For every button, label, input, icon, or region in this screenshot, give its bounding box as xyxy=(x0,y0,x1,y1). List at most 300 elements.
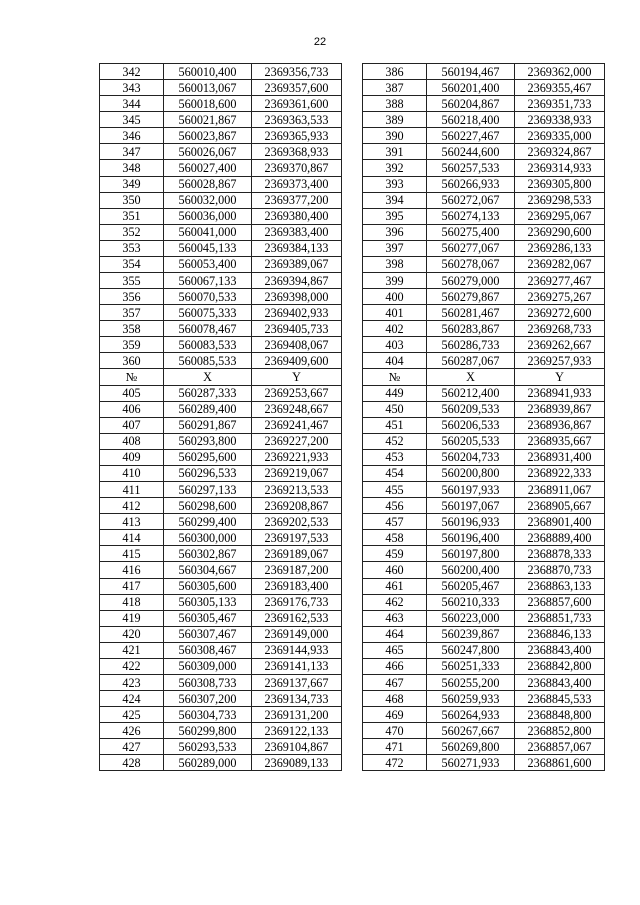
table-row xyxy=(100,546,342,562)
x-coordinate-cell: 560300,000 xyxy=(164,530,252,546)
table-row xyxy=(363,240,605,256)
x-coordinate-cell: 560267,667 xyxy=(427,723,515,739)
point-number-cell: 463 xyxy=(363,610,427,626)
y-coordinate-cell: 2369208,867 xyxy=(252,498,342,514)
table-row xyxy=(363,112,605,128)
y-coordinate-cell: 2368851,733 xyxy=(515,610,605,626)
x-coordinate-cell: 560244,600 xyxy=(427,144,515,160)
table-row xyxy=(363,256,605,272)
y-coordinate-cell: 2369176,733 xyxy=(252,594,342,610)
y-coordinate-cell: 2369141,133 xyxy=(252,658,342,674)
point-number-cell: 355 xyxy=(100,273,164,289)
point-number-cell: 356 xyxy=(100,289,164,305)
x-coordinate-cell: 560305,133 xyxy=(164,594,252,610)
point-number-cell: 427 xyxy=(100,739,164,755)
x-coordinate-cell: 560297,133 xyxy=(164,482,252,498)
point-number-cell: 461 xyxy=(363,578,427,594)
x-coordinate-cell: 560067,133 xyxy=(164,273,252,289)
x-coordinate-cell: 560075,333 xyxy=(164,305,252,321)
x-coordinate-cell: 560274,133 xyxy=(427,208,515,224)
table-row xyxy=(100,289,342,305)
x-coordinate-cell: 560296,533 xyxy=(164,465,252,481)
point-number-cell: 428 xyxy=(100,755,164,771)
table-row xyxy=(100,642,342,658)
x-coordinate-cell: 560204,867 xyxy=(427,96,515,112)
x-coordinate-cell: 560027,400 xyxy=(164,160,252,176)
point-number-cell: 449 xyxy=(363,385,427,401)
y-coordinate-cell: 2369298,533 xyxy=(515,192,605,208)
y-coordinate-cell: 2369122,133 xyxy=(252,723,342,739)
x-coordinate-cell: 560291,867 xyxy=(164,417,252,433)
y-coordinate-cell: 2369380,400 xyxy=(252,208,342,224)
table-row xyxy=(363,192,605,208)
x-coordinate-cell: 560018,600 xyxy=(164,96,252,112)
table-row xyxy=(100,192,342,208)
x-coordinate-cell: 560209,533 xyxy=(427,401,515,417)
table-row xyxy=(363,674,605,690)
y-coordinate-cell: 2369268,733 xyxy=(515,321,605,337)
column-header-row xyxy=(100,369,342,385)
y-coordinate-cell: 2369384,133 xyxy=(252,240,342,256)
x-coordinate-cell: 560289,000 xyxy=(164,755,252,771)
x-coordinate-cell: 560269,800 xyxy=(427,739,515,755)
y-coordinate-cell: 2368941,933 xyxy=(515,385,605,401)
x-coordinate-cell: 560283,867 xyxy=(427,321,515,337)
point-number-cell: 456 xyxy=(363,498,427,514)
x-coordinate-cell: 560295,600 xyxy=(164,449,252,465)
x-coordinate-cell: 560287,067 xyxy=(427,353,515,369)
table-row xyxy=(100,610,342,626)
x-coordinate-cell: 560302,867 xyxy=(164,546,252,562)
x-coordinate-cell: 560032,000 xyxy=(164,192,252,208)
point-number-cell: 460 xyxy=(363,562,427,578)
table-row xyxy=(100,305,342,321)
y-coordinate-cell: 2369356,733 xyxy=(252,64,342,80)
y-coordinate-cell: 2368843,400 xyxy=(515,642,605,658)
x-coordinate-cell: 560287,333 xyxy=(164,385,252,401)
y-coordinate-cell: 2369295,067 xyxy=(515,208,605,224)
x-coordinate-cell: 560304,667 xyxy=(164,562,252,578)
table-row xyxy=(100,401,342,417)
column-header-row xyxy=(363,369,605,385)
point-number-cell: 466 xyxy=(363,658,427,674)
header-x-cell: X xyxy=(164,369,252,385)
point-number-cell: 414 xyxy=(100,530,164,546)
point-number-cell: 452 xyxy=(363,433,427,449)
y-coordinate-cell: 2369104,867 xyxy=(252,739,342,755)
point-number-cell: 464 xyxy=(363,626,427,642)
table-row xyxy=(363,385,605,401)
point-number-cell: 470 xyxy=(363,723,427,739)
table-row xyxy=(363,707,605,723)
table-row xyxy=(100,658,342,674)
x-coordinate-cell: 560257,533 xyxy=(427,160,515,176)
x-coordinate-cell: 560223,000 xyxy=(427,610,515,626)
y-coordinate-cell: 2369362,000 xyxy=(515,64,605,80)
x-coordinate-cell: 560305,467 xyxy=(164,610,252,626)
table-row xyxy=(100,337,342,353)
point-number-cell: 450 xyxy=(363,401,427,417)
point-number-cell: 357 xyxy=(100,305,164,321)
point-number-cell: 399 xyxy=(363,273,427,289)
table-row xyxy=(363,691,605,707)
table-row xyxy=(363,498,605,514)
y-coordinate-cell: 2369219,067 xyxy=(252,465,342,481)
y-coordinate-cell: 2368857,067 xyxy=(515,739,605,755)
point-number-cell: 467 xyxy=(363,674,427,690)
x-coordinate-cell: 560021,867 xyxy=(164,112,252,128)
header-x-cell: X xyxy=(427,369,515,385)
table-row xyxy=(363,96,605,112)
table-row xyxy=(363,401,605,417)
y-coordinate-cell: 2368936,867 xyxy=(515,417,605,433)
table-row xyxy=(363,755,605,771)
point-number-cell: 387 xyxy=(363,80,427,96)
point-number-cell: 402 xyxy=(363,321,427,337)
x-coordinate-cell: 560204,733 xyxy=(427,449,515,465)
y-coordinate-cell: 2369314,933 xyxy=(515,160,605,176)
y-coordinate-cell: 2369408,067 xyxy=(252,337,342,353)
y-coordinate-cell: 2368842,800 xyxy=(515,658,605,674)
table-row xyxy=(363,578,605,594)
x-coordinate-cell: 560299,400 xyxy=(164,514,252,530)
x-coordinate-cell: 560259,933 xyxy=(427,691,515,707)
table-row xyxy=(363,321,605,337)
point-number-cell: 412 xyxy=(100,498,164,514)
table-row xyxy=(100,562,342,578)
y-coordinate-cell: 2369144,933 xyxy=(252,642,342,658)
point-number-cell: 400 xyxy=(363,289,427,305)
point-number-cell: 396 xyxy=(363,224,427,240)
x-coordinate-cell: 560028,867 xyxy=(164,176,252,192)
point-number-cell: 425 xyxy=(100,707,164,723)
y-coordinate-cell: 2369351,733 xyxy=(515,96,605,112)
y-coordinate-cell: 2369355,467 xyxy=(515,80,605,96)
x-coordinate-cell: 560281,467 xyxy=(427,305,515,321)
x-coordinate-cell: 560196,933 xyxy=(427,514,515,530)
y-coordinate-cell: 2369134,733 xyxy=(252,691,342,707)
y-coordinate-cell: 2369248,667 xyxy=(252,401,342,417)
y-coordinate-cell: 2369131,200 xyxy=(252,707,342,723)
table-row xyxy=(363,594,605,610)
table-row xyxy=(100,96,342,112)
table-row xyxy=(100,144,342,160)
y-coordinate-cell: 2368911,067 xyxy=(515,482,605,498)
x-coordinate-cell: 560085,533 xyxy=(164,353,252,369)
point-number-cell: 358 xyxy=(100,321,164,337)
point-number-cell: 422 xyxy=(100,658,164,674)
table-row xyxy=(363,337,605,353)
table-row xyxy=(363,417,605,433)
y-coordinate-cell: 2369373,400 xyxy=(252,176,342,192)
y-coordinate-cell: 2369202,533 xyxy=(252,514,342,530)
table-row xyxy=(363,144,605,160)
y-coordinate-cell: 2369253,667 xyxy=(252,385,342,401)
point-number-cell: 398 xyxy=(363,256,427,272)
x-coordinate-cell: 560053,400 xyxy=(164,256,252,272)
table-row xyxy=(363,482,605,498)
x-coordinate-cell: 560307,200 xyxy=(164,691,252,707)
x-coordinate-cell: 560275,400 xyxy=(427,224,515,240)
x-coordinate-cell: 560264,933 xyxy=(427,707,515,723)
x-coordinate-cell: 560309,000 xyxy=(164,658,252,674)
point-number-cell: 415 xyxy=(100,546,164,562)
table-row xyxy=(100,498,342,514)
y-coordinate-cell: 2369409,600 xyxy=(252,353,342,369)
point-number-cell: 458 xyxy=(363,530,427,546)
table-row xyxy=(363,514,605,530)
y-coordinate-cell: 2369370,867 xyxy=(252,160,342,176)
table-row xyxy=(363,530,605,546)
header-y-cell: Y xyxy=(252,369,342,385)
y-coordinate-cell: 2369257,933 xyxy=(515,353,605,369)
y-coordinate-cell: 2369305,800 xyxy=(515,176,605,192)
coordinates-table-left xyxy=(99,63,342,771)
point-number-cell: 406 xyxy=(100,401,164,417)
table-row xyxy=(100,353,342,369)
point-number-cell: 409 xyxy=(100,449,164,465)
point-number-cell: 391 xyxy=(363,144,427,160)
x-coordinate-cell: 560251,333 xyxy=(427,658,515,674)
point-number-cell: 397 xyxy=(363,240,427,256)
x-coordinate-cell: 560210,333 xyxy=(427,594,515,610)
table-row xyxy=(100,208,342,224)
point-number-cell: 394 xyxy=(363,192,427,208)
point-number-cell: 360 xyxy=(100,353,164,369)
table-row xyxy=(363,433,605,449)
table-row xyxy=(363,224,605,240)
table-row xyxy=(100,626,342,642)
point-number-cell: 417 xyxy=(100,578,164,594)
point-number-cell: 416 xyxy=(100,562,164,578)
table-row xyxy=(100,482,342,498)
page-number: 22 xyxy=(313,36,327,48)
x-coordinate-cell: 560279,867 xyxy=(427,289,515,305)
y-coordinate-cell: 2369368,933 xyxy=(252,144,342,160)
table-row xyxy=(100,224,342,240)
y-coordinate-cell: 2369365,933 xyxy=(252,128,342,144)
point-number-cell: 459 xyxy=(363,546,427,562)
point-number-cell: 401 xyxy=(363,305,427,321)
table-row xyxy=(363,465,605,481)
y-coordinate-cell: 2368846,133 xyxy=(515,626,605,642)
table-row xyxy=(100,755,342,771)
y-coordinate-cell: 2369383,400 xyxy=(252,224,342,240)
table-row xyxy=(100,530,342,546)
y-coordinate-cell: 2369221,933 xyxy=(252,449,342,465)
point-number-cell: 354 xyxy=(100,256,164,272)
x-coordinate-cell: 560227,467 xyxy=(427,128,515,144)
point-number-cell: 408 xyxy=(100,433,164,449)
point-number-cell: 405 xyxy=(100,385,164,401)
x-coordinate-cell: 560205,467 xyxy=(427,578,515,594)
y-coordinate-cell: 2368852,800 xyxy=(515,723,605,739)
x-coordinate-cell: 560218,400 xyxy=(427,112,515,128)
point-number-cell: 350 xyxy=(100,192,164,208)
y-coordinate-cell: 2369335,000 xyxy=(515,128,605,144)
x-coordinate-cell: 560200,800 xyxy=(427,465,515,481)
point-number-cell: 347 xyxy=(100,144,164,160)
x-coordinate-cell: 560070,533 xyxy=(164,289,252,305)
table-row xyxy=(100,176,342,192)
x-coordinate-cell: 560194,467 xyxy=(427,64,515,80)
x-coordinate-cell: 560308,467 xyxy=(164,642,252,658)
point-number-cell: 423 xyxy=(100,674,164,690)
header-number-cell: № xyxy=(363,369,427,385)
table-row xyxy=(363,658,605,674)
point-number-cell: 471 xyxy=(363,739,427,755)
point-number-cell: 392 xyxy=(363,160,427,176)
table-row xyxy=(100,273,342,289)
header-number-cell: № xyxy=(100,369,164,385)
y-coordinate-cell: 2368870,733 xyxy=(515,562,605,578)
point-number-cell: 413 xyxy=(100,514,164,530)
table-row xyxy=(100,128,342,144)
y-coordinate-cell: 2369363,533 xyxy=(252,112,342,128)
table-row xyxy=(100,160,342,176)
table-row xyxy=(100,465,342,481)
point-number-cell: 346 xyxy=(100,128,164,144)
x-coordinate-cell: 560293,533 xyxy=(164,739,252,755)
y-coordinate-cell: 2369162,533 xyxy=(252,610,342,626)
point-number-cell: 388 xyxy=(363,96,427,112)
x-coordinate-cell: 560078,467 xyxy=(164,321,252,337)
point-number-cell: 351 xyxy=(100,208,164,224)
x-coordinate-cell: 560307,467 xyxy=(164,626,252,642)
point-number-cell: 389 xyxy=(363,112,427,128)
table-row xyxy=(100,256,342,272)
y-coordinate-cell: 2368901,400 xyxy=(515,514,605,530)
point-number-cell: 390 xyxy=(363,128,427,144)
point-number-cell: 451 xyxy=(363,417,427,433)
point-number-cell: 469 xyxy=(363,707,427,723)
point-number-cell: 395 xyxy=(363,208,427,224)
point-number-cell: 345 xyxy=(100,112,164,128)
y-coordinate-cell: 2369361,600 xyxy=(252,96,342,112)
y-coordinate-cell: 2369324,867 xyxy=(515,144,605,160)
point-number-cell: 410 xyxy=(100,465,164,481)
x-coordinate-cell: 560279,000 xyxy=(427,273,515,289)
y-coordinate-cell: 2369241,467 xyxy=(252,417,342,433)
table-row xyxy=(363,626,605,642)
table-row xyxy=(363,64,605,80)
y-coordinate-cell: 2368931,400 xyxy=(515,449,605,465)
table-row xyxy=(100,433,342,449)
y-coordinate-cell: 2368848,800 xyxy=(515,707,605,723)
x-coordinate-cell: 560197,800 xyxy=(427,546,515,562)
y-coordinate-cell: 2369183,400 xyxy=(252,578,342,594)
point-number-cell: 462 xyxy=(363,594,427,610)
y-coordinate-cell: 2369089,133 xyxy=(252,755,342,771)
point-number-cell: 407 xyxy=(100,417,164,433)
y-coordinate-cell: 2368935,667 xyxy=(515,433,605,449)
table-row xyxy=(363,353,605,369)
y-coordinate-cell: 2369197,533 xyxy=(252,530,342,546)
table-row xyxy=(100,417,342,433)
y-coordinate-cell: 2369357,600 xyxy=(252,80,342,96)
x-coordinate-cell: 560289,400 xyxy=(164,401,252,417)
y-coordinate-cell: 2368905,667 xyxy=(515,498,605,514)
x-coordinate-cell: 560013,067 xyxy=(164,80,252,96)
y-coordinate-cell: 2369277,467 xyxy=(515,273,605,289)
table-row xyxy=(363,80,605,96)
point-number-cell: 344 xyxy=(100,96,164,112)
point-number-cell: 393 xyxy=(363,176,427,192)
y-coordinate-cell: 2369398,000 xyxy=(252,289,342,305)
x-coordinate-cell: 560045,133 xyxy=(164,240,252,256)
y-coordinate-cell: 2369272,600 xyxy=(515,305,605,321)
table-row xyxy=(100,385,342,401)
table-row xyxy=(100,64,342,80)
x-coordinate-cell: 560304,733 xyxy=(164,707,252,723)
table-row xyxy=(363,610,605,626)
y-coordinate-cell: 2369402,933 xyxy=(252,305,342,321)
y-coordinate-cell: 2369290,600 xyxy=(515,224,605,240)
point-number-cell: 472 xyxy=(363,755,427,771)
table-row xyxy=(363,128,605,144)
y-coordinate-cell: 2369227,200 xyxy=(252,433,342,449)
x-coordinate-cell: 560308,733 xyxy=(164,674,252,690)
point-number-cell: 353 xyxy=(100,240,164,256)
y-coordinate-cell: 2368922,333 xyxy=(515,465,605,481)
table-row xyxy=(363,739,605,755)
x-coordinate-cell: 560201,400 xyxy=(427,80,515,96)
y-coordinate-cell: 2368878,333 xyxy=(515,546,605,562)
table-row xyxy=(363,208,605,224)
x-coordinate-cell: 560197,933 xyxy=(427,482,515,498)
y-coordinate-cell: 2369286,133 xyxy=(515,240,605,256)
point-number-cell: 419 xyxy=(100,610,164,626)
table-row xyxy=(100,691,342,707)
point-number-cell: 343 xyxy=(100,80,164,96)
y-coordinate-cell: 2369187,200 xyxy=(252,562,342,578)
x-coordinate-cell: 560271,933 xyxy=(427,755,515,771)
point-number-cell: 359 xyxy=(100,337,164,353)
y-coordinate-cell: 2369389,067 xyxy=(252,256,342,272)
y-coordinate-cell: 2369275,267 xyxy=(515,289,605,305)
table-row xyxy=(363,546,605,562)
table-row xyxy=(100,739,342,755)
x-coordinate-cell: 560277,067 xyxy=(427,240,515,256)
point-number-cell: 342 xyxy=(100,64,164,80)
table-row xyxy=(363,305,605,321)
y-coordinate-cell: 2368863,133 xyxy=(515,578,605,594)
table-row xyxy=(363,562,605,578)
point-number-cell: 349 xyxy=(100,176,164,192)
x-coordinate-cell: 560272,067 xyxy=(427,192,515,208)
y-coordinate-cell: 2369137,667 xyxy=(252,674,342,690)
x-coordinate-cell: 560196,400 xyxy=(427,530,515,546)
point-number-cell: 418 xyxy=(100,594,164,610)
point-number-cell: 426 xyxy=(100,723,164,739)
table-row xyxy=(363,449,605,465)
point-number-cell: 348 xyxy=(100,160,164,176)
point-number-cell: 455 xyxy=(363,482,427,498)
coordinates-table-right xyxy=(362,63,605,771)
y-coordinate-cell: 2369338,933 xyxy=(515,112,605,128)
point-number-cell: 424 xyxy=(100,691,164,707)
point-number-cell: 420 xyxy=(100,626,164,642)
x-coordinate-cell: 560041,000 xyxy=(164,224,252,240)
y-coordinate-cell: 2368843,400 xyxy=(515,674,605,690)
table-row xyxy=(100,578,342,594)
table-row xyxy=(363,723,605,739)
table-row xyxy=(100,594,342,610)
y-coordinate-cell: 2368889,400 xyxy=(515,530,605,546)
table-row xyxy=(363,176,605,192)
table-row xyxy=(100,112,342,128)
x-coordinate-cell: 560286,733 xyxy=(427,337,515,353)
